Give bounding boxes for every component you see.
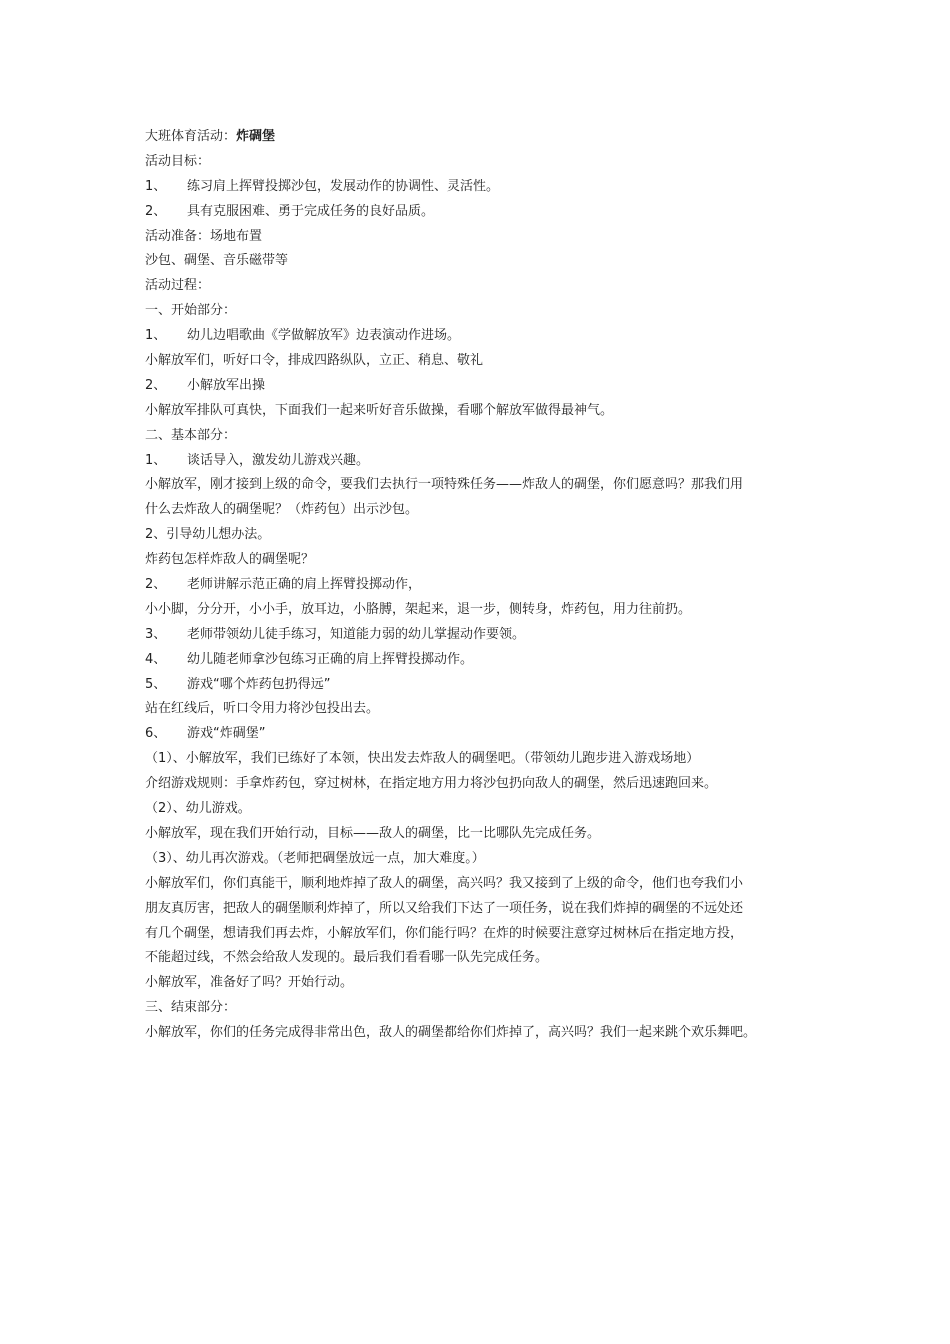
paragraph-text: 2、引导幼儿想办法。 (145, 527, 271, 543)
paragraph-text: 有几个碉堡，想请我们再去炸，小解放军们，你们能行吗？在炸的时候要注意穿过树林后在指定地方投， (145, 925, 744, 941)
paragraph-line (145, 573, 845, 598)
title-main: 炸碉堡 (236, 129, 276, 144)
paragraph-text: 活动目标： (145, 153, 211, 169)
paragraph-text: 小小脚，分分开，小小手，放耳边，小胳膊，架起来，退一步，侧转身，炸药包，用力往前扔。 (145, 601, 692, 617)
paragraph-text: 二、基本部分： (145, 427, 237, 443)
list-number: 2、 (145, 577, 167, 593)
paragraph-list (145, 150, 845, 1046)
paragraph-text: 谈话导入，激发幼儿游戏兴趣。 (187, 452, 370, 468)
title-prefix: 大班体育活动： (145, 129, 237, 144)
paragraph-text: 练习肩上挥臂投掷沙包，发展动作的协调性、灵活性。 (187, 178, 500, 194)
list-number: 6、 (145, 726, 167, 742)
paragraph-text: 老师讲解示范正确的肩上挥臂投掷动作， (187, 577, 422, 593)
paragraph-text: 小解放军，准备好了吗？开始行动。 (145, 975, 354, 991)
paragraph-text: 沙包、碉堡、音乐磁带等 (145, 253, 289, 269)
paragraph-line (145, 822, 845, 847)
paragraph-text: 老师带领幼儿徒手练习，知道能力弱的幼儿掌握动作要领。 (187, 626, 526, 642)
paragraph-line (145, 473, 845, 498)
paragraph-line (145, 847, 845, 872)
paragraph-line (145, 797, 845, 822)
paragraph-line (145, 1021, 845, 1046)
paragraph-line (145, 772, 845, 797)
paragraph-text: 朋友真厉害，把敌人的碉堡顺利炸掉了，所以又给我们下达了一项任务，说在我们炸掉的碉堡的不远处还 (145, 900, 744, 916)
paragraph-line (145, 225, 845, 250)
document-body (145, 125, 845, 1046)
paragraph-line (145, 897, 845, 922)
paragraph-line (145, 200, 845, 225)
paragraph-line (145, 349, 845, 374)
paragraph-text: （2）、幼儿游戏。 (145, 801, 251, 817)
paragraph-text: 小解放军，刚才接到上级的命令，要我们去执行一项特殊任务——炸敌人的碉堡，你们愿意吗？那我们用 (145, 477, 744, 493)
paragraph-line (145, 498, 845, 523)
paragraph-line (145, 697, 845, 722)
paragraph-line (145, 673, 845, 698)
paragraph-line (145, 299, 845, 324)
paragraph-text: 具有克服困难、勇于完成任务的良好品质。 (187, 203, 435, 219)
document-title (145, 125, 845, 150)
paragraph-line (145, 399, 845, 424)
paragraph-text: 小解放军，现在我们开始行动，目标——敌人的碉堡，比一比哪队先完成任务。 (145, 825, 601, 841)
paragraph-line (145, 872, 845, 897)
paragraph-text: 活动过程： (145, 278, 211, 294)
paragraph-text: 小解放军排队可真快，下面我们一起来听好音乐做操，看哪个解放军做得最神气。 (145, 402, 614, 418)
paragraph-line (145, 548, 845, 573)
list-number: 1、 (145, 452, 167, 468)
paragraph-line (145, 523, 845, 548)
paragraph-text: （3）、幼儿再次游戏。（老师把碉堡放远一点，加大难度。） (145, 850, 485, 866)
paragraph-text: 三、结束部分： (145, 1000, 237, 1016)
paragraph-text: 不能超过线，不然会给敌人发现的。最后我们看看哪一队先完成任务。 (145, 950, 549, 966)
paragraph-line (145, 996, 845, 1021)
list-number: 5、 (145, 676, 167, 692)
paragraph-line (145, 722, 845, 747)
paragraph-line (145, 324, 845, 349)
paragraph-line (145, 175, 845, 200)
paragraph-text: 小解放军，你们的任务完成得非常出色，敌人的碉堡都给你们炸掉了，高兴吗？我们一起来跳个欢乐舞吧。 (145, 1025, 757, 1041)
paragraph-line (145, 598, 845, 623)
list-number: 2、 (145, 203, 167, 219)
paragraph-line (145, 424, 845, 449)
paragraph-line (145, 747, 845, 772)
paragraph-line (145, 648, 845, 673)
paragraph-line (145, 374, 845, 399)
paragraph-text: 游戏“炸碉堡” (187, 726, 266, 742)
paragraph-text: 站在红线后，听口令用力将沙包投出去。 (145, 701, 380, 717)
paragraph-text: 介绍游戏规则：手拿炸药包，穿过树林，在指定地方用力将沙包扔向敌人的碉堡，然后迅速跑回来。 (145, 776, 718, 792)
paragraph-text: 炸药包怎样炸敌人的碉堡呢？ (145, 552, 315, 568)
paragraph-text: 游戏“哪个炸药包扔得远” (187, 676, 331, 692)
paragraph-text: 什么去炸敌人的碉堡呢？（炸药包）出示沙包。 (145, 502, 419, 518)
paragraph-text: 小解放军们，你们真能干，顺利地炸掉了敌人的碉堡，高兴吗？我又接到了上级的命令，他们也夸我们小 (145, 875, 744, 891)
paragraph-text: 活动准备：场地布置 (145, 228, 263, 244)
paragraph-line (145, 922, 845, 947)
paragraph-line (145, 623, 845, 648)
paragraph-line (145, 249, 845, 274)
paragraph-text: 小解放军们，听好口令，排成四路纵队，立正、稍息、敬礼 (145, 353, 484, 369)
paragraph-line (145, 946, 845, 971)
list-number: 1、 (145, 328, 167, 344)
list-number: 2、 (145, 377, 167, 393)
list-number: 3、 (145, 626, 167, 642)
paragraph-text: 小解放军出操 (187, 377, 266, 393)
paragraph-line (145, 150, 845, 175)
paragraph-line (145, 274, 845, 299)
paragraph-line (145, 971, 845, 996)
paragraph-text: 幼儿边唱歌曲《学做解放军》边表演动作进场。 (187, 328, 461, 344)
list-number: 1、 (145, 178, 167, 194)
list-number: 4、 (145, 651, 167, 667)
paragraph-text: 幼儿随老师拿沙包练习正确的肩上挥臂投掷动作。 (187, 651, 474, 667)
paragraph-text: 一、开始部分： (145, 303, 237, 319)
paragraph-text: （1）、小解放军，我们已练好了本领，快出发去炸敌人的碉堡吧。（带领幼儿跑步进入游戏场地） (145, 751, 700, 767)
paragraph-line (145, 449, 845, 474)
